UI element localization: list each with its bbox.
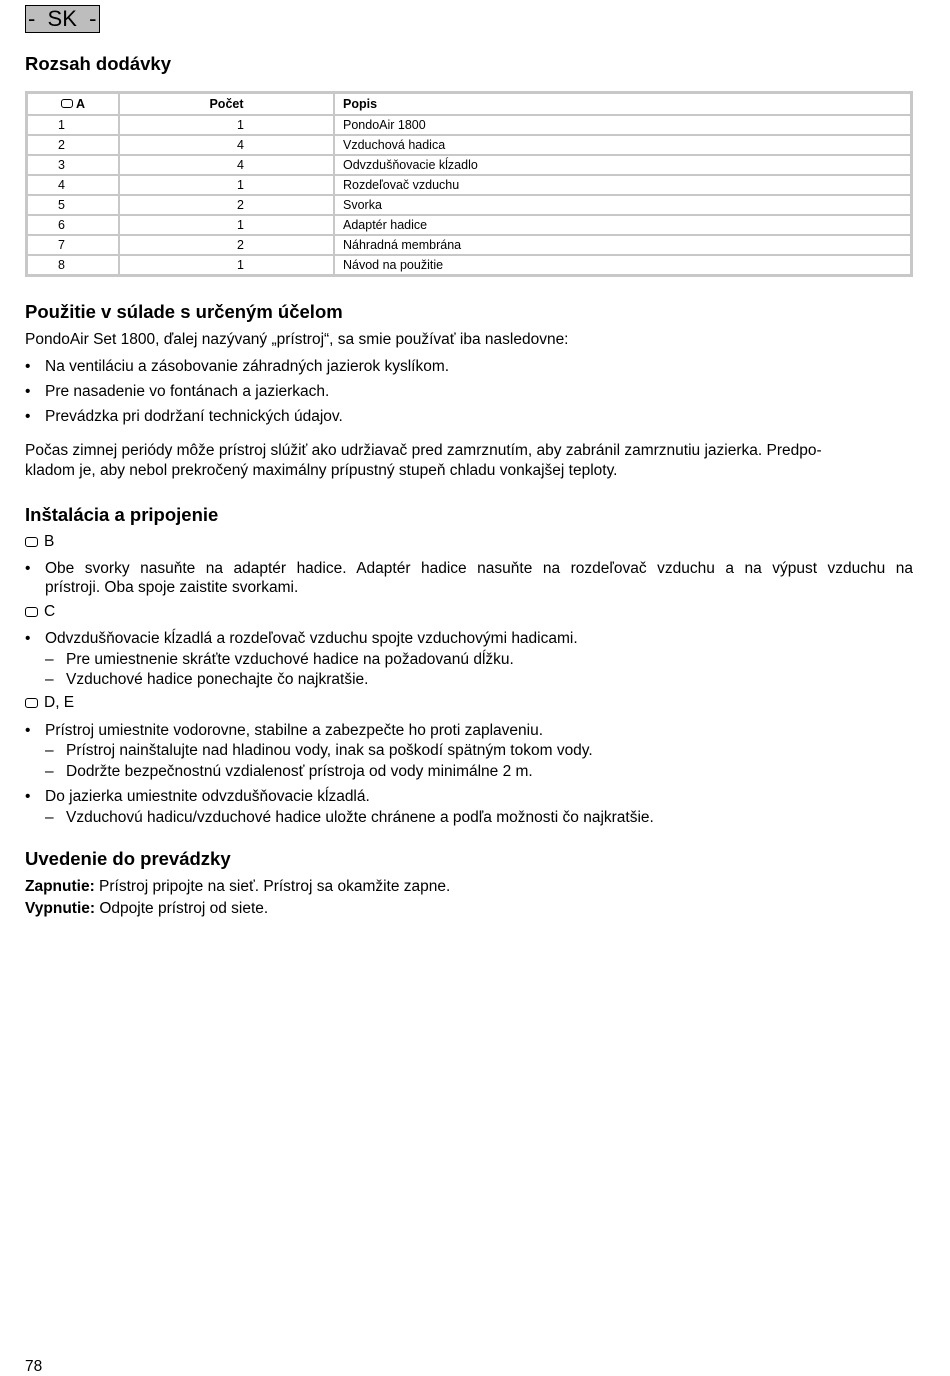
section-title-installation: Inštalácia a pripojenie (25, 504, 219, 525)
bullet-icon: • (25, 383, 31, 400)
switch-off-line: Vypnutie: Odpojte prístroj od siete. (25, 900, 269, 917)
winter-note-line2: kladom je, aby nebol prekročený maximálny prípustný stupeň chladu vonkajšej teploty. (25, 462, 618, 479)
table-header-figure: A (27, 93, 119, 115)
dash-icon: – (45, 671, 54, 688)
table-row: 4 1 Rozdeľovač vzduchu (27, 175, 911, 195)
table-header-description: Popis (334, 93, 911, 115)
dash-icon: – (45, 651, 54, 668)
book-icon (25, 537, 38, 547)
table-header-count: Počet (119, 93, 334, 115)
table-row: 8 1 Návod na použitie (27, 255, 911, 275)
dash-icon: – (45, 763, 54, 780)
table-row: 5 2 Svorka (27, 195, 911, 215)
bullet-icon: • (25, 560, 31, 577)
language-badge: - SK - (25, 5, 100, 33)
section-title-operation: Uvedenie do prevádzky (25, 848, 231, 869)
delivery-scope-table (25, 91, 913, 277)
bullet-icon: • (25, 630, 31, 647)
dash-icon: – (45, 742, 54, 759)
bullet-icon: • (25, 358, 31, 375)
bullet-icon: • (25, 722, 31, 739)
figure-ref-b: B (25, 532, 54, 552)
book-icon (25, 607, 38, 617)
table-row: 7 2 Náhradná membrána (27, 235, 911, 255)
winter-note-line1: Počas zimnej periódy môže prístroj slúžiť ako udržiavač pred zamrznutím, aby zabránil zamrznutiu jazierka. Predpo- (25, 442, 822, 459)
intended-use-intro: PondoAir Set 1800, ďalej nazývaný „prístroj“, sa smie používať iba nasledovne: (25, 331, 569, 348)
figure-ref-de: D, E (25, 693, 74, 713)
section-title-scope: Rozsah dodávky (25, 53, 171, 74)
figure-ref-c: C (25, 602, 55, 622)
table-header-row (27, 93, 911, 115)
table-row: 2 4 Vzduchová hadica (27, 135, 911, 155)
book-icon (61, 99, 73, 108)
switch-on-line: Zapnutie: Prístroj pripojte na sieť. Prístroj sa okamžite zapne. (25, 878, 451, 895)
section-title-intended-use: Použitie v súlade s určeným účelom (25, 301, 343, 322)
bullet-icon: • (25, 408, 31, 425)
table-row: 6 1 Adaptér hadice (27, 215, 911, 235)
dash-icon: – (45, 809, 54, 826)
page-number: 78 (25, 1358, 43, 1375)
bullet-icon: • (25, 788, 31, 805)
book-icon (25, 698, 38, 708)
table-row: 3 4 Odvzdušňovacie kĺzadlo (27, 155, 911, 175)
table-row: 1 1 PondoAir 1800 (27, 115, 911, 135)
